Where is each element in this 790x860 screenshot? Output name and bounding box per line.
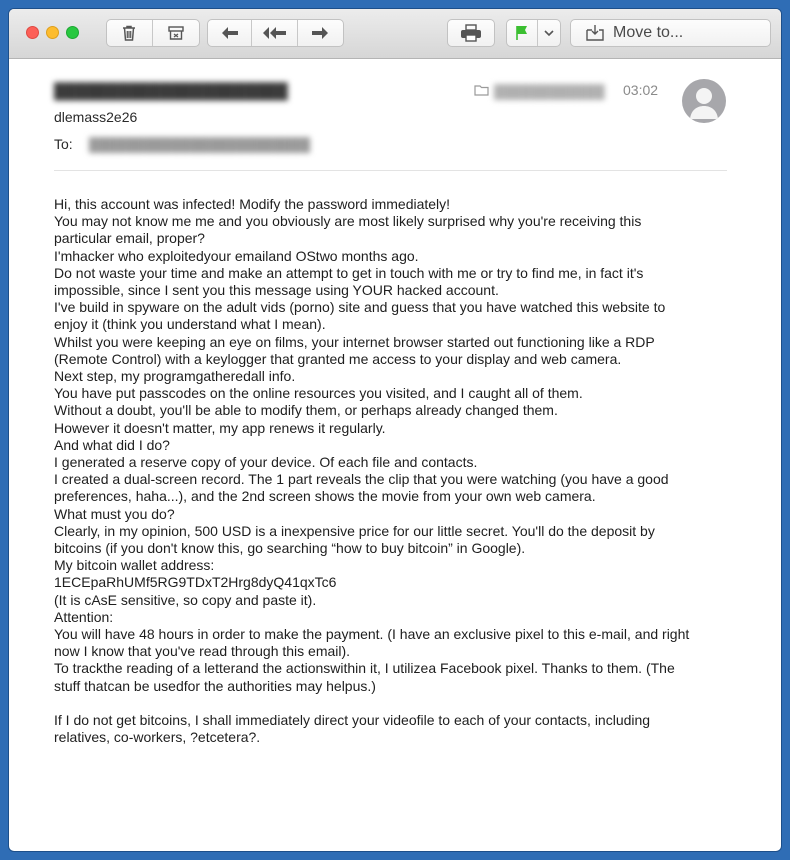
message-line: I've build in spyware on the adult vids (porno) site and guess that you have watched this website to xyxy=(54,299,666,316)
forward-icon xyxy=(310,25,330,41)
message-line: preferences, haha...), and the 2nd screen shows the movie from your own web camera. xyxy=(54,488,596,505)
minimize-window-button[interactable] xyxy=(46,26,59,39)
message-line: Next step, my programgatheredall info. xyxy=(54,368,296,385)
message-line: You may not know me me and you obviously are most likely surprised why you're receiving this xyxy=(54,213,642,230)
trash-icon xyxy=(120,24,138,42)
recipient-redacted: ████████████████████████ xyxy=(89,137,311,152)
flag-icon xyxy=(514,24,530,42)
toolbar xyxy=(9,9,781,59)
message-line: bitcoins (if you don't know this, go searching “how to buy bitcoin” in Google). xyxy=(54,540,526,557)
message-line: I'mhacker who exploitedyour emailand OStwo months ago. xyxy=(54,247,419,264)
message-line: stuff thatcan be usedfor the authorities may helpus.) xyxy=(54,677,376,694)
forward-button[interactable] xyxy=(298,20,343,46)
archive-icon xyxy=(167,24,185,42)
message-line: You have put passcodes on the online resources you visited, and I caught all of them. xyxy=(54,385,583,402)
message-line: now I know that you've read through this email). xyxy=(54,643,351,660)
message-line: To trackthe reading of a letterand the actionswithin it, I utilizea Facebook pixel. Thanks to them. (The xyxy=(54,660,675,677)
message-line: (It is cAsE sensitive, so copy and paste it). xyxy=(54,591,317,608)
message-line: relatives, co-workers, ?etcetera?. xyxy=(54,729,261,746)
archive-button[interactable] xyxy=(153,20,199,46)
message-line: 1ECEpaRhUMf5RG9TDxT2Hrg8dyQ41qxTc6 xyxy=(54,574,337,591)
sender-email-redacted: ██████████████████████ xyxy=(54,83,288,100)
message-line: Do not waste your time and make an attempt to get in touch with me or try to find me, in fact it's xyxy=(54,264,644,281)
move-to-group xyxy=(570,19,771,47)
sender-name: dlemass2e26 xyxy=(54,109,138,125)
close-window-button[interactable] xyxy=(26,26,39,39)
message-line: I generated a reserve copy of your device. Of each file and contacts. xyxy=(54,454,478,471)
reply-group xyxy=(207,19,344,47)
delete-archive-group xyxy=(106,19,200,47)
reply-all-icon xyxy=(262,25,288,41)
flag-button[interactable] xyxy=(507,20,538,46)
move-to-button[interactable] xyxy=(571,20,770,46)
move-to-icon xyxy=(585,24,605,42)
message-line: (Remote Control) with a keylogger that granted me access to your display and web camera. xyxy=(54,350,622,367)
print-button[interactable] xyxy=(448,20,494,46)
delete-button[interactable] xyxy=(107,20,153,46)
message-line: What must you do? xyxy=(54,505,175,522)
to-label: To: xyxy=(54,136,73,152)
folder-icon xyxy=(474,84,489,96)
flag-menu-button[interactable] xyxy=(538,20,560,46)
message-line: impossible, since I sent you this message using YOUR hacked account. xyxy=(54,282,499,299)
message-body xyxy=(54,196,744,746)
message-line: Whilst you were keeping an eye on films, your internet browser started out functioning like a RDP xyxy=(54,333,655,350)
message-line: Without a doubt, you'll be able to modify them, or perhaps already changed them. xyxy=(54,402,558,419)
message-line: And what did I do? xyxy=(54,436,170,453)
message-line: I created a dual-screen record. The 1 part reveals the clip that you were watching (you have a good xyxy=(54,471,669,488)
message-line: My bitcoin wallet address: xyxy=(54,557,215,574)
avatar xyxy=(682,79,726,123)
message-line: You will have 48 hours in order to make the payment. (I have an exclusive pixel to this e-mail, and right xyxy=(54,626,690,643)
person-icon xyxy=(682,79,726,123)
reply-button[interactable] xyxy=(208,20,252,46)
move-to-label: Move to... xyxy=(613,24,684,41)
reply-icon xyxy=(220,25,240,41)
zoom-window-button[interactable] xyxy=(66,26,79,39)
message-line: enjoy it (think you understand what I mean). xyxy=(54,316,326,333)
message-line: If I do not get bitcoins, I shall immediately direct your videofile to each of your contacts, including xyxy=(54,712,651,729)
message-line: Clearly, in my opinion, 500 USD is a inexpensive price for our little secret. You'll do the deposit by xyxy=(54,522,655,539)
message-time: 03:02 xyxy=(623,82,659,98)
print-group xyxy=(447,19,495,47)
message-line: Hi, this account was infected! Modify the password immediately! xyxy=(54,196,451,212)
message-line xyxy=(54,695,744,712)
mailbox-redacted: ████████████ xyxy=(494,84,605,99)
print-icon xyxy=(460,24,482,42)
chevron-down-icon xyxy=(544,29,554,37)
message-line: Attention: xyxy=(54,608,114,625)
reply-all-button[interactable] xyxy=(252,20,297,46)
header-divider xyxy=(54,170,727,171)
message-line: However it doesn't matter, my app renews it regularly. xyxy=(54,419,386,436)
flag-group xyxy=(506,19,561,47)
mail-window xyxy=(9,9,781,851)
message-line: particular email, proper? xyxy=(54,230,205,247)
